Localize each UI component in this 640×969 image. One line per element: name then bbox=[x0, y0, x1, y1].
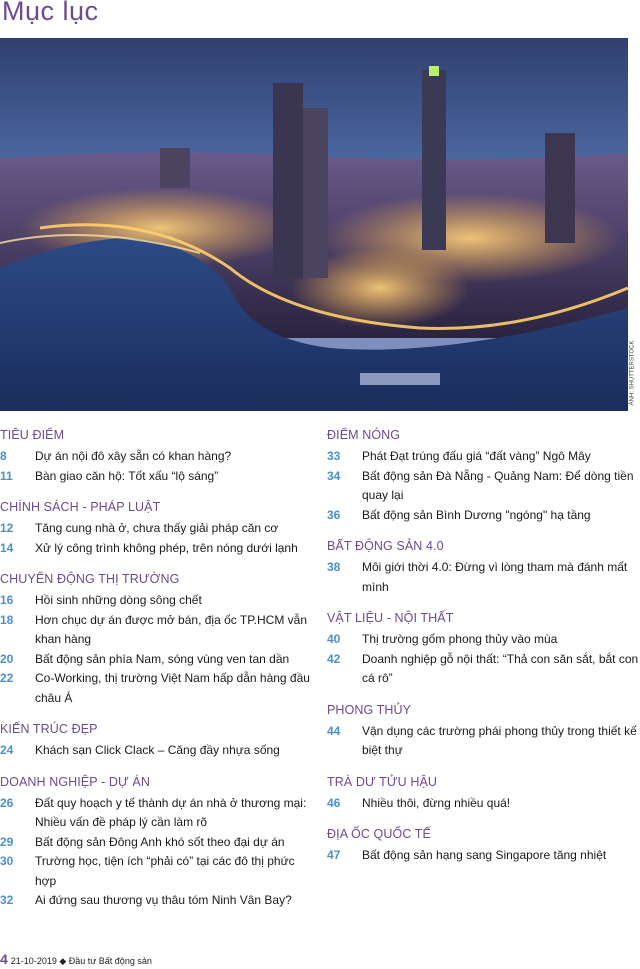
entry-title: Đất quy hoạch y tế thành dự án nhà ở thương mại: Nhiều vấn đề pháp lý cần làm rõ bbox=[35, 795, 307, 829]
entry-title: Hồi sinh những dòng sông chết bbox=[35, 593, 202, 607]
section-title: ĐỊA ỐC QUỐC TẾ bbox=[327, 827, 431, 841]
section bbox=[327, 611, 640, 689]
page-number: 36 bbox=[327, 507, 341, 522]
entry-title: Dự án nội đô xây sẵn có khan hàng? bbox=[35, 449, 232, 463]
entry-title: Co-Working, thị trường Việt Nam hấp dẫn hàng đầu châu Á bbox=[35, 671, 310, 705]
toc-entry[interactable] bbox=[327, 722, 640, 761]
section bbox=[327, 539, 640, 597]
entry-title: Bất động sản Đà Nẵng - Quảng Nam: Để dòng tiền quay lại bbox=[362, 468, 634, 502]
page-number: 11 bbox=[0, 468, 13, 483]
section bbox=[0, 428, 316, 486]
page-number: 33 bbox=[327, 449, 341, 463]
toc-entry[interactable] bbox=[327, 467, 640, 506]
section bbox=[0, 500, 316, 558]
footer-date-publication: 21-10-2019 ◆ Đầu tư Bất động sản bbox=[10, 956, 152, 966]
page-number: 14 bbox=[0, 540, 14, 555]
page-number: 26 bbox=[0, 795, 14, 810]
section-title: CHUYỂN ĐỘNG THỊ TRƯỜNG bbox=[0, 572, 180, 586]
entry-title: Tăng cung nhà ở, chưa thấy giải pháp căn cơ bbox=[35, 521, 279, 535]
toc-entry[interactable] bbox=[0, 650, 316, 670]
toc-entry[interactable] bbox=[0, 611, 316, 650]
toc-entry[interactable] bbox=[0, 591, 316, 611]
section bbox=[327, 703, 640, 761]
page-number: 20 bbox=[0, 651, 14, 666]
page-number: 34 bbox=[327, 468, 341, 483]
page-number: 46 bbox=[327, 795, 341, 810]
entry-title: Phát Đạt trúng đấu giá “đất vàng” Ngô Mây bbox=[362, 449, 591, 463]
entry-title: Ai đứng sau thương vụ thâu tóm Ninh Vân Bay? bbox=[35, 893, 292, 907]
page-number: 12 bbox=[0, 521, 14, 535]
entry-title: Bàn giao căn hộ: Tốt xấu “lộ sáng” bbox=[35, 468, 219, 483]
section bbox=[0, 722, 316, 761]
page-number: 18 bbox=[0, 612, 14, 627]
section-title: TRÀ DƯ TỬU HẬU bbox=[327, 774, 438, 789]
entry-title: Bất động sản phía Nam, sóng vùng ven tan dần bbox=[35, 651, 290, 666]
page-number: 24 bbox=[0, 743, 14, 757]
section-title: PHONG THỦY bbox=[327, 702, 412, 717]
page-number: 38 bbox=[327, 560, 341, 574]
left-column bbox=[0, 428, 316, 925]
page-number: 16 bbox=[0, 593, 14, 607]
section-title: VẬT LIỆU - NỘI THẤT bbox=[327, 611, 454, 625]
toc-entry[interactable] bbox=[327, 447, 640, 467]
entry-title: Hơn chục dự án được mở bán, địa ốc TP.HCM vẫn khan hàng bbox=[35, 612, 308, 646]
entry-title: Doanh nghiệp gỗ nội thất: “Thả con săn sắt, bắt con cá rô” bbox=[362, 651, 639, 685]
entry-title: Vận dụng các trường phái phong thủy trong thiết kế biệt thự bbox=[362, 723, 637, 757]
page-number: 40 bbox=[327, 632, 341, 646]
section bbox=[0, 572, 316, 708]
entry-title: Bất động sản Đông Anh khó sốt theo đại dự án bbox=[35, 834, 285, 849]
section bbox=[327, 775, 640, 814]
city-night-photo bbox=[0, 38, 628, 411]
entry-title: Thị trường gốm phong thủy vào mùa bbox=[362, 632, 558, 646]
section-title: TIÊU ĐIỂM bbox=[0, 428, 65, 442]
page-number: 44 bbox=[327, 723, 341, 738]
section bbox=[327, 827, 640, 866]
entry-title: Môi giới thời 4.0: Đừng vì lòng tham mà đánh mất mình bbox=[362, 560, 628, 594]
entry-title: Khách sạn Click Clack – Căng đầy nhựa sống bbox=[35, 743, 280, 757]
section-title: BẤT ĐỘNG SẢN 4.0 bbox=[327, 539, 444, 553]
toc-entry[interactable] bbox=[0, 794, 316, 833]
page-number: 32 bbox=[0, 893, 14, 907]
toc-entry[interactable] bbox=[327, 846, 640, 866]
page-number: 8 bbox=[0, 449, 7, 463]
section-title: DOANH NGHIỆP - DỰ ÁN bbox=[0, 774, 150, 789]
section-title: CHÍNH SÁCH - PHÁP LUẬT bbox=[0, 500, 161, 514]
entry-title: Bất động sản hạng sang Singapore tăng nhiệt bbox=[362, 848, 607, 862]
entry-title: Xử lý công trình không phép, trên nóng dưới lạnh bbox=[35, 540, 298, 555]
section bbox=[0, 775, 316, 911]
page-number: 29 bbox=[0, 834, 14, 849]
section bbox=[327, 428, 640, 525]
right-column bbox=[327, 428, 640, 880]
page-title: Mục lục bbox=[2, 0, 99, 26]
entry-title: Bất động sản Bình Dương "ngóng" hạ tầng bbox=[362, 507, 591, 522]
section-title: ĐIỂM NÓNG bbox=[327, 428, 401, 442]
toc-entry[interactable] bbox=[327, 794, 640, 814]
page-number: 47 bbox=[327, 848, 341, 862]
entry-title: Nhiều thôi, đừng nhiều quá! bbox=[362, 795, 511, 810]
entry-title: Trường học, tiện ích “phải có” tại các đô thị phức hợp bbox=[35, 854, 295, 888]
toc-entry[interactable] bbox=[0, 833, 316, 853]
toc-entry[interactable] bbox=[327, 506, 640, 526]
toc-entry[interactable] bbox=[0, 539, 316, 559]
toc-entry[interactable] bbox=[327, 630, 640, 650]
page-footer bbox=[0, 951, 152, 967]
photo-credit: ẢNH: SHUTTERSTOCK bbox=[629, 340, 636, 406]
toc-entry[interactable] bbox=[0, 519, 316, 539]
toc-entry[interactable] bbox=[0, 891, 316, 911]
footer-page-number: 4 bbox=[0, 951, 8, 967]
toc-entry[interactable] bbox=[0, 852, 316, 891]
toc-entry[interactable] bbox=[0, 741, 316, 761]
toc-entry[interactable] bbox=[327, 558, 640, 597]
toc-entry[interactable] bbox=[327, 650, 640, 689]
page-number: 42 bbox=[327, 651, 341, 666]
section-title: KIẾN TRÚC ĐẸP bbox=[0, 722, 98, 736]
page-number: 30 bbox=[0, 854, 14, 868]
page-number: 22 bbox=[0, 671, 14, 685]
toc-entry[interactable] bbox=[0, 669, 316, 708]
toc-entry[interactable] bbox=[0, 467, 316, 487]
toc-entry[interactable] bbox=[0, 447, 316, 467]
